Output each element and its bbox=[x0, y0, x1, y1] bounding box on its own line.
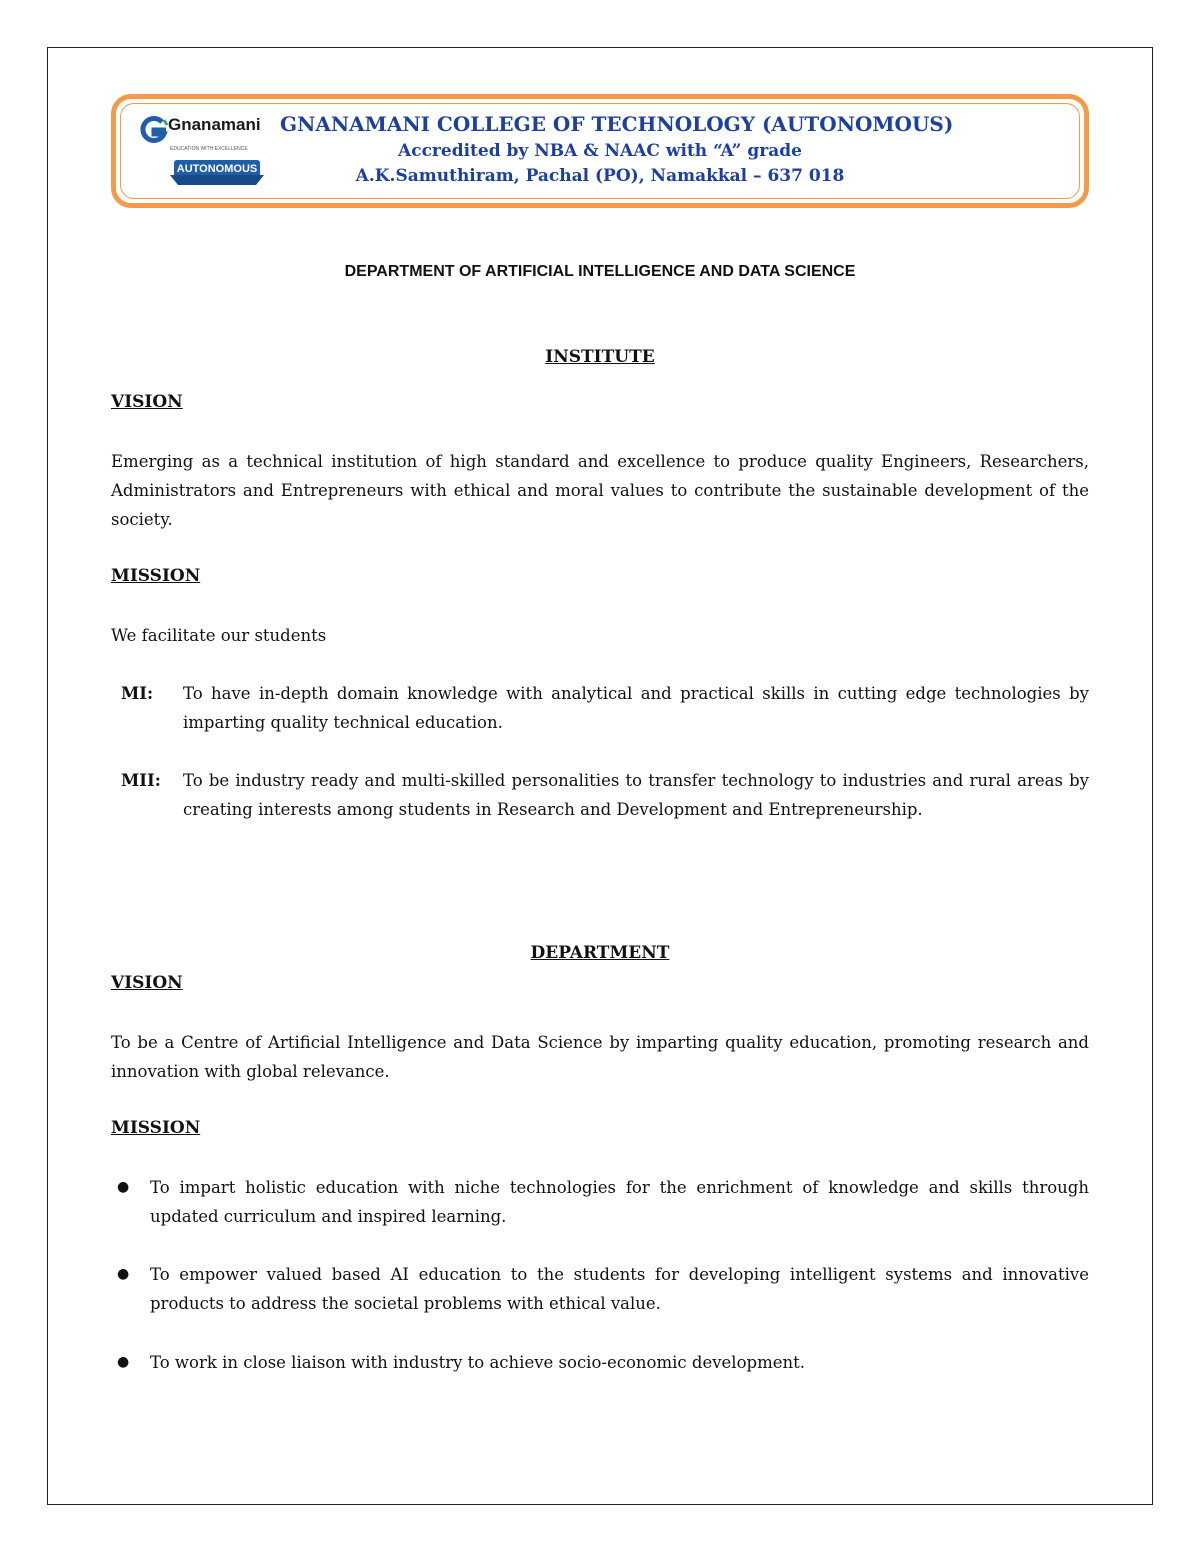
bullet-icon: ● bbox=[117, 1266, 130, 1282]
department-mission-bullet bbox=[117, 1348, 1089, 1377]
college-logo bbox=[140, 112, 270, 192]
department-vision-label: VISION bbox=[111, 973, 183, 993]
g-swirl-icon bbox=[140, 116, 168, 146]
bullet-text: To empower valued based AI education to the students for developing intelligent systems and innovative products to address the societal problems with ethical value. bbox=[150, 1265, 1089, 1313]
institute-heading: INSTITUTE bbox=[545, 347, 655, 367]
bullet-text: To work in close liaison with industry to achieve socio-economic development. bbox=[150, 1353, 805, 1372]
bullet-icon: ● bbox=[117, 1179, 130, 1195]
mission-code: MII: bbox=[121, 771, 161, 790]
institute-vision-text: Emerging as a technical institution of high standard and excellence to produce quality Engineers, Researchers, Administrators and Entrepreneurs with ethical and moral values to contribute the sustainable development of the society. bbox=[111, 452, 1089, 529]
mission-text: To have in-depth domain knowledge with analytical and practical skills in cutting edge technologies by imparting quality technical education. bbox=[183, 684, 1089, 732]
department-mission-bullet bbox=[117, 1173, 1089, 1231]
autonomous-badge: AUTONOMOUS bbox=[174, 160, 260, 178]
department-vision-text: To be a Centre of Artificial Intelligence and Data Science by imparting quality education, promoting research and innovation with global relevance. bbox=[111, 1033, 1089, 1081]
accreditation-line: Accredited by NBA & NAAC with “A” grade bbox=[398, 141, 802, 161]
bullet-icon: ● bbox=[117, 1354, 130, 1370]
address-line: A.K.Samuthiram, Pachal (PO), Namakkal – 637 018 bbox=[355, 166, 845, 186]
institute-mission-item bbox=[121, 679, 1089, 737]
mission-text: To be industry ready and multi-skilled personalities to transfer technology to industries and rural areas by creating interests among students in Research and Development and Entrepreneurship. bbox=[183, 771, 1089, 819]
department-mission-label: MISSION bbox=[111, 1118, 201, 1138]
institute-mission-label: MISSION bbox=[111, 566, 201, 586]
department-title: DEPARTMENT OF ARTIFICIAL INTELLIGENCE AND DATA SCIENCE bbox=[344, 263, 856, 280]
institute-vision-label: VISION bbox=[111, 392, 183, 412]
mission-code: MI: bbox=[121, 684, 154, 703]
department-mission-bullet bbox=[117, 1260, 1089, 1318]
institute-mission-item bbox=[121, 766, 1089, 824]
department-heading: DEPARTMENT bbox=[530, 943, 670, 963]
ribbon-icon bbox=[170, 175, 264, 185]
logo-tagline: EDUCATION WITH EXCELLENCE bbox=[170, 146, 248, 152]
institute-mission-intro: We facilitate our students bbox=[111, 626, 327, 645]
logo-wordmark: Gnanamani bbox=[168, 115, 261, 134]
institution-name: GNANAMANI COLLEGE OF TECHNOLOGY (AUTONOMOUS) bbox=[280, 112, 954, 136]
bullet-text: To impart holistic education with niche technologies for the enrichment of knowledge and skills through updated curriculum and inspired learning. bbox=[150, 1178, 1089, 1226]
